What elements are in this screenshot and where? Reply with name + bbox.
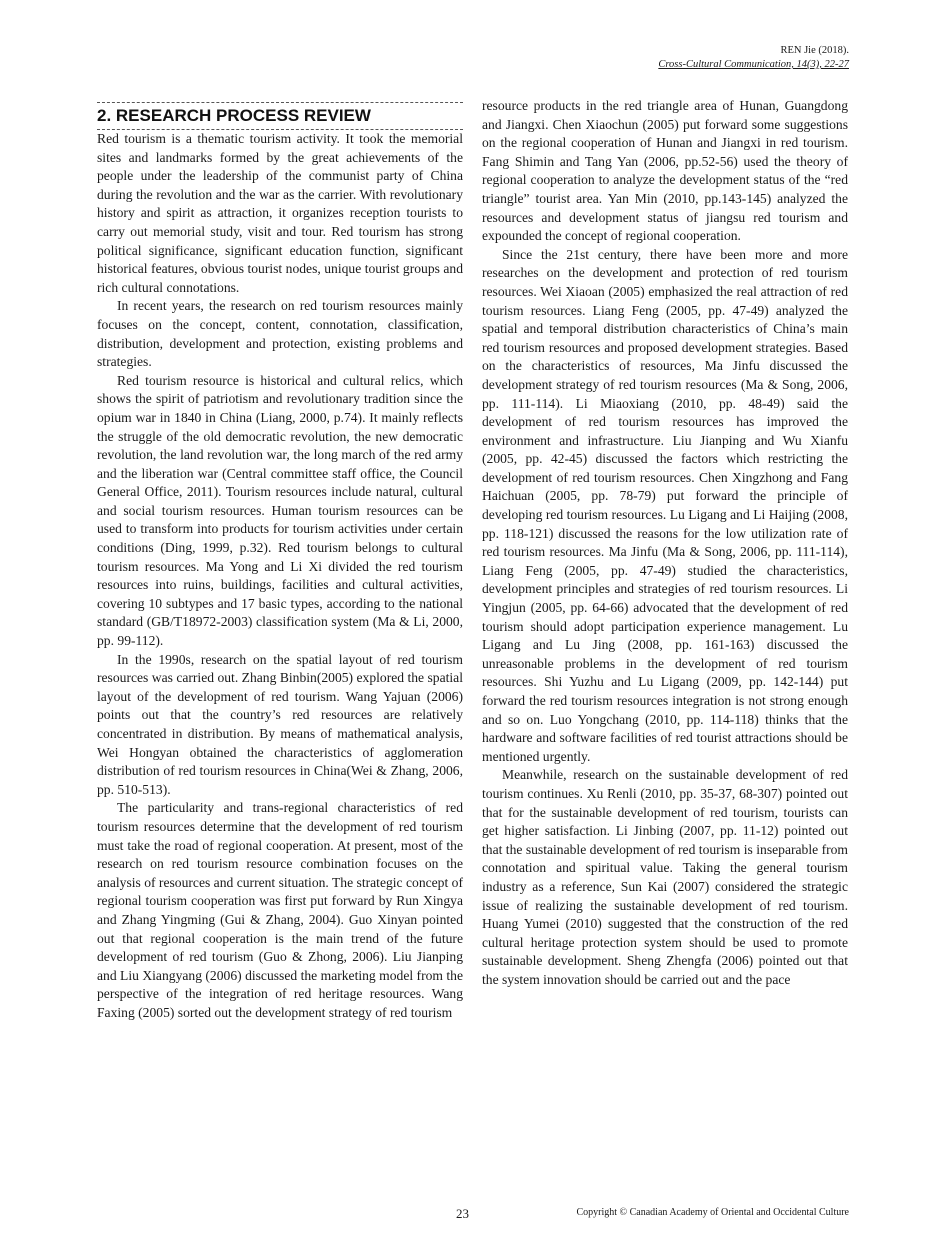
- paragraph: Since the 21st century, there have been more and more researches on the development and protection of red tourism resources. Wei Xiaoan (2005) emphasized the real attraction of red tourism resources. Liang Feng (2005, pp. 47-49) analyzed the spatial and temporal distribution characteristics of China’s main red tourism resources and proposed development strategies. Based on the characteristics of resources, Ma Jinfu discussed the development strategy of red tourism resources (Ma & Song, 2006, pp. 111-114). Li Miaoxiang (2010, pp. 48-49) said the development of red tourism resources has improved the environment and infrastructure. Liu Jianping and Wu Xianfu (2005, pp. 42-45) discussed the factors which restricting the development of red tourism resources. Chen Xingzhong and Fang Haichuan (2005, pp. 78-79) put forward the principle of developing red tourism resources. Lu Ligang and Li Haijing (2008, pp. 118-121) discussed the reasons for the low utilization rate of red tourism resources. Ma Jinfu (Ma & Song, 2006, pp. 111-114), Liang Feng (2005, pp. 47-49) studied the characteristics, development principles and strategies of red tourism resources. Li Yingjun (2005, pp. 64-66) advocated that the development of red tourism should adopt participation experience management. Lu Ligang and Lu Jing (2008, pp. 161-163) discussed the unreasonable problems in the development of red tourism resources. Shi Yuzhu and Lu Ligang (2009, pp. 142-144) put forward the red tourism resources integration is not strong enough and so on. Luo Yongchang (2010, pp. 114-118) thinks that the hardware and software facilities of red tourist attractions should be mentioned urgently.: [482, 246, 848, 764]
- section-heading: 2. RESEARCH PROCESS REVIEW: [97, 102, 463, 130]
- citation-journal: Cross-Cultural Communication, 14(3), 22-27: [658, 59, 849, 70]
- paragraph: Meanwhile, research on the sustainable development of red tourism continues. Xu Renli (2010, pp. 35-37, 68-307) pointed out that for the sustainable development of red tourism, tourists can get higher satisfaction. Li Jinbing (2007, pp. 11-12) pointed out that the sustainable development of red tourism is inseparable from connotation and spiritual value. Taking the general tourism industry as a reference, Sun Kai (2007) considered the strategic issue of realizing the sustainable development of red tourism. Huang Yumei (2010) suggested that the construction of the red cultural heritage protection system should be used to promote sustainable development. Sheng Zhengfa (2006) pointed out that the system innovation should be carried out and the pace: [482, 767, 848, 987]
- paragraph: Red tourism is a thematic tourism activity. It took the memorial sites and landmarks formed by the great achievements of the people under the leadership of the communist party of China during the revolution and the war as the carrier. With revolutionary history and spirit as attraction, it organizes reception tourists to carry out memorial study, visit and tour. Red tourism has strong political significance, significant education function, significant historical features, obvious tourist nodes, unique tourist groups and rich cultural connotations.: [97, 131, 463, 295]
- running-head: [658, 44, 849, 72]
- copyright-notice: Copyright © Canadian Academy of Oriental and Occidental Culture: [576, 1207, 849, 1218]
- page-number: 23: [456, 1206, 469, 1221]
- citation-authors: REN Jie (2018).: [780, 45, 849, 56]
- paragraph: In the 1990s, research on the spatial layout of red tourism resources was carried out. Zhang Binbin(2005) explored the spatial layout of the development of red tourism. Wang Yajuan (2006) points out that the country’s red resources are relatively concentrated in distribution. By means of mathematical analysis, Wei Hongyan obtained the characteristics of agglomeration distribution of red tourism resources in China(Wei & Zhang, 2006, pp. 510-513).: [97, 651, 463, 797]
- paragraph: The particularity and trans-regional characteristics of red tourism resources determine that the development of red tourism must take the road of regional cooperation. At present, most of the research on red tourism resource combination focuses on the analysis of resources and current situation. The strategic concept of regional tourism cooperation was first put forward by Run Xingya and Zhang Yingming (Gui & Zhang, 2004). Guo Xinyan pointed out that regional cooperation is the main trend of the future development of red tourism (Guo & Zhong, 2006). Liu Jianping and Liu Xiangyang (2006) discussed the marketing model from the perspective of the integration of red heritage resources. Wang Faxing (2005) sorted out the development strategy of red tourism: [97, 800, 463, 1020]
- paragraph: Red tourism resource is historical and cultural relics, which shows the spirit of patriotism and revolutionary tradition since the opium war in 1840 in China (Liang, 2000, p.74). It mainly reflects the struggle of the old democratic revolution, the new democratic revolution, the land revolution war, the long march of the red army and the liberation war (Central committee staff office, the Council General Office, 2011). Tourism resources include natural, cultural and social tourism resources. Human tourism resources can be used to transform into products for tourism activities under certain conditions (Ding, 1999, p.32). Red tourism belongs to cultural tourism resources. Ma Yong and Li Xi divided the red tourism resources into ruins, buildings, facilities and cultural activities, covering 10 subtypes and 17 basic types, according to the national standard (GB/T18972-2003) classification system (Ma & Li, 2000, pp. 99-112).: [97, 372, 463, 649]
- paragraph: In recent years, the research on red tourism resources mainly focuses on the concept, content, connotation, classification, distribution, development and protection, existing problems and strategies.: [97, 298, 463, 370]
- paragraph: resource products in the red triangle area of Hunan, Guangdong and Jiangxi. Chen Xiaochun (2005) put forward some suggestions on the regional cooperation of Hunan and Jiangxi in red tourism. Fang Shimin and Tang Yan (2006, pp.52-56) used the theory of regional cooperation to analyze the development status of the “red triangle” tourist area. Yan Min (2010, pp.143-145) analyzed the resources and development status of jiangsu red tourism and expounded the concept of regional cooperation.: [482, 98, 848, 244]
- left-column: [97, 97, 463, 1023]
- right-column: [482, 97, 848, 990]
